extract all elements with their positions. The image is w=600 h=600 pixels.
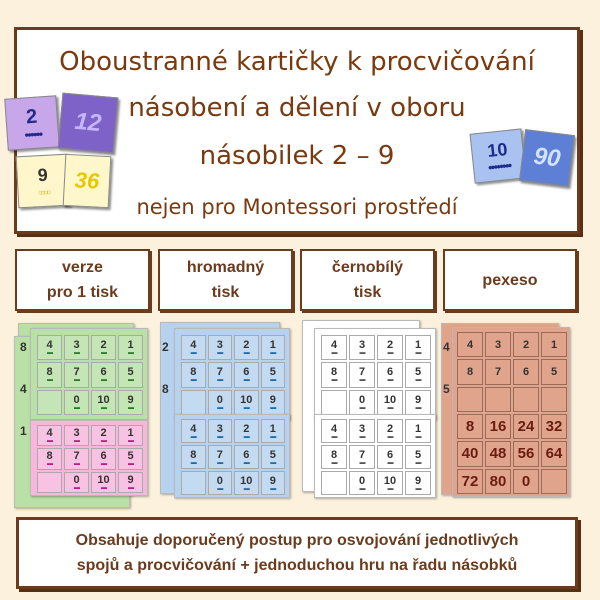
sheet-card: 8 ▬ [37, 362, 62, 387]
sheet-card: 6 ▬ [377, 445, 403, 469]
pexeso-card: 7 [485, 359, 511, 384]
pexeso-card: 64 [541, 441, 567, 466]
sheet-card [37, 390, 62, 415]
sheet-card: 8 ▬ [321, 445, 347, 469]
sheet-card: 7 ▬ [208, 445, 233, 469]
sheet-edge-number: 4 [443, 340, 450, 354]
sheet-card: 2 ▬ [234, 335, 259, 360]
pexeso-card: 72 [457, 469, 483, 494]
sheet-card: 0 ▬ [208, 471, 233, 495]
sheet-card: 3 ▬ [349, 419, 375, 443]
pexeso-card: 6 [513, 359, 539, 384]
sheet-card: 4 ▬ [37, 335, 62, 360]
sheet-card: 1 ▬ [405, 335, 431, 360]
sheet-front-3b [314, 414, 436, 498]
sheet-card: 2 ▬ [91, 335, 116, 360]
pexeso-card: 4 [457, 332, 483, 357]
card-12: 12 [58, 93, 119, 154]
sheet-card: 8 ▬ [37, 448, 62, 469]
sheet-card: 5 ▬ [118, 448, 143, 469]
sheet-card: 0 ▬ [64, 390, 89, 415]
title-line-1: Oboustranné kartičky k procvičování [59, 47, 535, 77]
sheet-card: 4 ▬ [321, 419, 347, 443]
sheet-card: 3 ▬ [349, 335, 375, 360]
sheet-card: 9 ▬ [405, 471, 431, 495]
sheet-card: 10 ▬ [377, 390, 403, 415]
title-line-2: násobení a dělení v oboru [128, 93, 466, 123]
sheet-front-1 [30, 328, 148, 420]
pexeso-card: 40 [457, 441, 483, 466]
card-9: 9 ○○○○ [16, 154, 71, 209]
pexeso-card: 5 [541, 359, 567, 384]
card-36: 36 [63, 154, 112, 208]
sheet-edge-number: 2 [162, 340, 169, 354]
sheet-card: 1 ▬ [261, 335, 286, 360]
sheet-card: 5 ▬ [261, 362, 286, 387]
pexeso-card: 3 [485, 332, 511, 357]
sheet-card: 7 ▬ [64, 362, 89, 387]
sheet-front-3 [314, 328, 436, 420]
sheet-card: 10 ▬ [234, 471, 259, 495]
sheet-card: 8 ▬ [181, 362, 206, 387]
sheet-edge-number: 1 [20, 424, 27, 438]
pexeso-card: 1 [541, 332, 567, 357]
sheet-card: 1 ▬ [118, 335, 143, 360]
sheet-card: 2 ▬ [91, 425, 116, 446]
sheet-front-4 [452, 327, 570, 497]
sheet-card: 9 ▬ [118, 390, 143, 415]
sheet-card: 1 ▬ [261, 419, 286, 443]
sheet-card: 0 ▬ [64, 472, 89, 493]
pexeso-card: 56 [513, 441, 539, 466]
pexeso-card [541, 387, 567, 412]
sheet-card: 7 ▬ [64, 448, 89, 469]
pexeso-card: 2 [513, 332, 539, 357]
card-10: 10 ●●●●●●●● [470, 128, 527, 183]
pexeso-card: 8 [457, 414, 483, 439]
sheet-card: 1 ▬ [118, 425, 143, 446]
sheet-card: 9 ▬ [405, 390, 431, 415]
sheet-card: 3 ▬ [64, 425, 89, 446]
sheet-card: 3 ▬ [208, 419, 233, 443]
sheet-card: 9 ▬ [261, 471, 286, 495]
sheet-card: 0 ▬ [208, 390, 233, 415]
sheet-edge-number: 8 [20, 340, 27, 354]
sheet-card: 5 ▬ [405, 445, 431, 469]
pexeso-card: 48 [485, 441, 511, 466]
sheet-card: 5 ▬ [118, 362, 143, 387]
description-panel [16, 517, 578, 589]
sheet-edge-number: 5 [443, 382, 450, 396]
sheet-card: 4 ▬ [37, 425, 62, 446]
sheet-card: 7 ▬ [349, 445, 375, 469]
sheet-card: 6 ▬ [91, 362, 116, 387]
sheet-card: 8 ▬ [181, 445, 206, 469]
pexeso-card [457, 387, 483, 412]
pexeso-card: 32 [541, 414, 567, 439]
sheet-card: 9 ▬ [118, 472, 143, 493]
label-bulk-print: hromadný tisk [158, 249, 293, 311]
pexeso-card: 8 [457, 359, 483, 384]
label-pexeso: pexeso [443, 249, 577, 311]
sheet-card: 1 ▬ [405, 419, 431, 443]
sheet-card: 9 ▬ [261, 390, 286, 415]
description-line-1: Obsahuje doporučený postup pro osvojování jednotlivých [75, 532, 519, 549]
pexeso-card: 0 [513, 469, 539, 494]
sheet-card: 10 ▬ [91, 472, 116, 493]
sheet-card [37, 472, 62, 493]
sheet-card: 2 ▬ [234, 419, 259, 443]
sheet-card: 7 ▬ [349, 362, 375, 387]
description-line-2: spojů a procvičování + jednoduchou hru na řadu násobků [76, 557, 518, 574]
sheet-card: 4 ▬ [321, 335, 347, 360]
sheet-card: 6 ▬ [234, 445, 259, 469]
subtitle: nejen pro Montessori prostředí [136, 195, 458, 219]
pexeso-card [485, 387, 511, 412]
sheet-card: 2 ▬ [377, 419, 403, 443]
sheet-card: 7 ▬ [208, 362, 233, 387]
pexeso-card [513, 387, 539, 412]
sheet-card: 5 ▬ [261, 445, 286, 469]
sheet-card: 4 ▬ [181, 419, 206, 443]
sheet-card: 10 ▬ [234, 390, 259, 415]
sheet-card [321, 390, 347, 415]
label-bw-print: černobílý tisk [300, 249, 435, 311]
sheet-card: 2 ▬ [377, 335, 403, 360]
sheet-front-1-pink [30, 420, 148, 496]
pexeso-card: 24 [513, 414, 539, 439]
sheet-card: 3 ▬ [208, 335, 233, 360]
sheet-card: 10 ▬ [377, 471, 403, 495]
sheet-card: 6 ▬ [377, 362, 403, 387]
pexeso-card: 80 [485, 469, 511, 494]
label-single-print: verze pro 1 tisk [15, 249, 150, 311]
sheet-card [321, 471, 347, 495]
sheet-card: 5 ▬ [405, 362, 431, 387]
pexeso-card [541, 469, 567, 494]
sheet-card: 0 ▬ [349, 471, 375, 495]
card-90: 90 [519, 129, 575, 187]
sheet-card: 0 ▬ [349, 390, 375, 415]
sheet-card: 10 ▬ [91, 390, 116, 415]
sheet-card: 6 ▬ [234, 362, 259, 387]
sheet-card: 4 ▬ [181, 335, 206, 360]
sheet-edge-number: 4 [20, 382, 27, 396]
sheet-front-2 [174, 328, 290, 420]
sheet-card: 8 ▬ [321, 362, 347, 387]
sheet-card: 6 ▬ [91, 448, 116, 469]
title-line-3: násobilek 2 – 9 [199, 141, 395, 171]
card-2: 2 ●●●●●● [4, 95, 60, 151]
sheet-front-2b [174, 414, 290, 498]
sheet-card [181, 390, 206, 415]
sheet-card: 3 ▬ [64, 335, 89, 360]
sheet-edge-number: 8 [162, 382, 169, 396]
pexeso-card: 16 [485, 414, 511, 439]
sheet-card [181, 471, 206, 495]
